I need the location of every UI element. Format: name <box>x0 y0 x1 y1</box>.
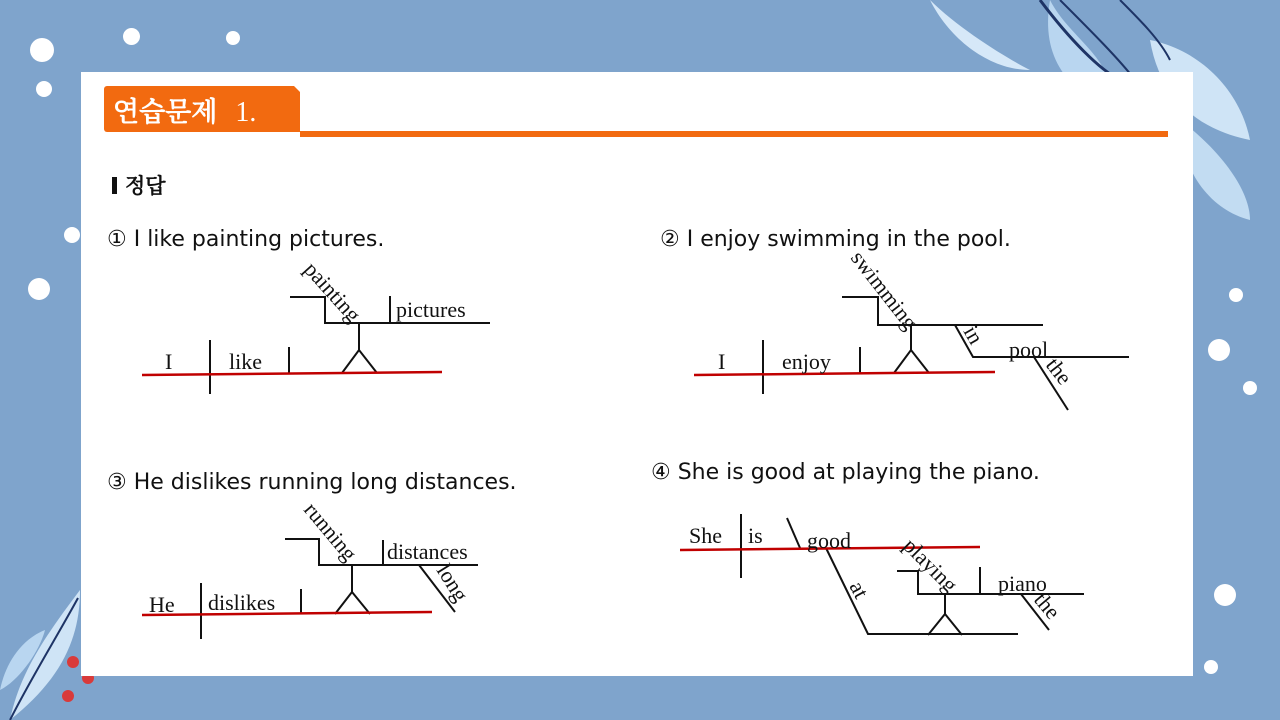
d2-subject: I <box>718 349 726 374</box>
slide-title-number: 1. <box>235 97 257 128</box>
d4-subject: She <box>689 523 722 548</box>
d3-subject: He <box>149 592 175 617</box>
d3-verb: dislikes <box>208 590 276 615</box>
d4-object: piano <box>998 571 1047 596</box>
d3-modifier: long <box>431 559 474 606</box>
problem-4-sentence: ④ She is good at playing the piano. <box>651 460 1040 485</box>
d1-object: pictures <box>396 297 466 322</box>
d2-verb: enjoy <box>782 349 831 374</box>
baseline-3 <box>142 612 432 615</box>
d3-object: distances <box>387 539 468 564</box>
d2-article: the <box>1041 352 1078 390</box>
d1-subject: I <box>165 349 173 374</box>
d2-gerund: swimming <box>846 245 923 335</box>
d2-object: pool <box>1009 337 1049 362</box>
d4-prep: at <box>844 576 875 603</box>
baseline-1 <box>142 372 442 375</box>
baseline-2 <box>694 372 995 375</box>
slide-title-label: 연습문제 <box>113 97 218 128</box>
problem-2-sentence: ② I enjoy swimming in the pool. <box>660 227 1011 252</box>
d1-verb: like <box>229 349 262 374</box>
answer-label: 정답 <box>125 174 166 198</box>
problem-1-sentence: ① I like painting pictures. <box>107 227 385 252</box>
d4-article: the <box>1029 587 1066 624</box>
d4-complement: good <box>807 528 851 553</box>
d3-gerund: running <box>299 497 363 566</box>
d4-verb: is <box>748 523 763 548</box>
d1-gerund: painting <box>299 256 367 327</box>
d2-prep: in <box>958 321 989 349</box>
d4-gerund: playing <box>898 532 963 598</box>
problem-3-sentence: ③ He dislikes running long distances. <box>107 470 517 495</box>
